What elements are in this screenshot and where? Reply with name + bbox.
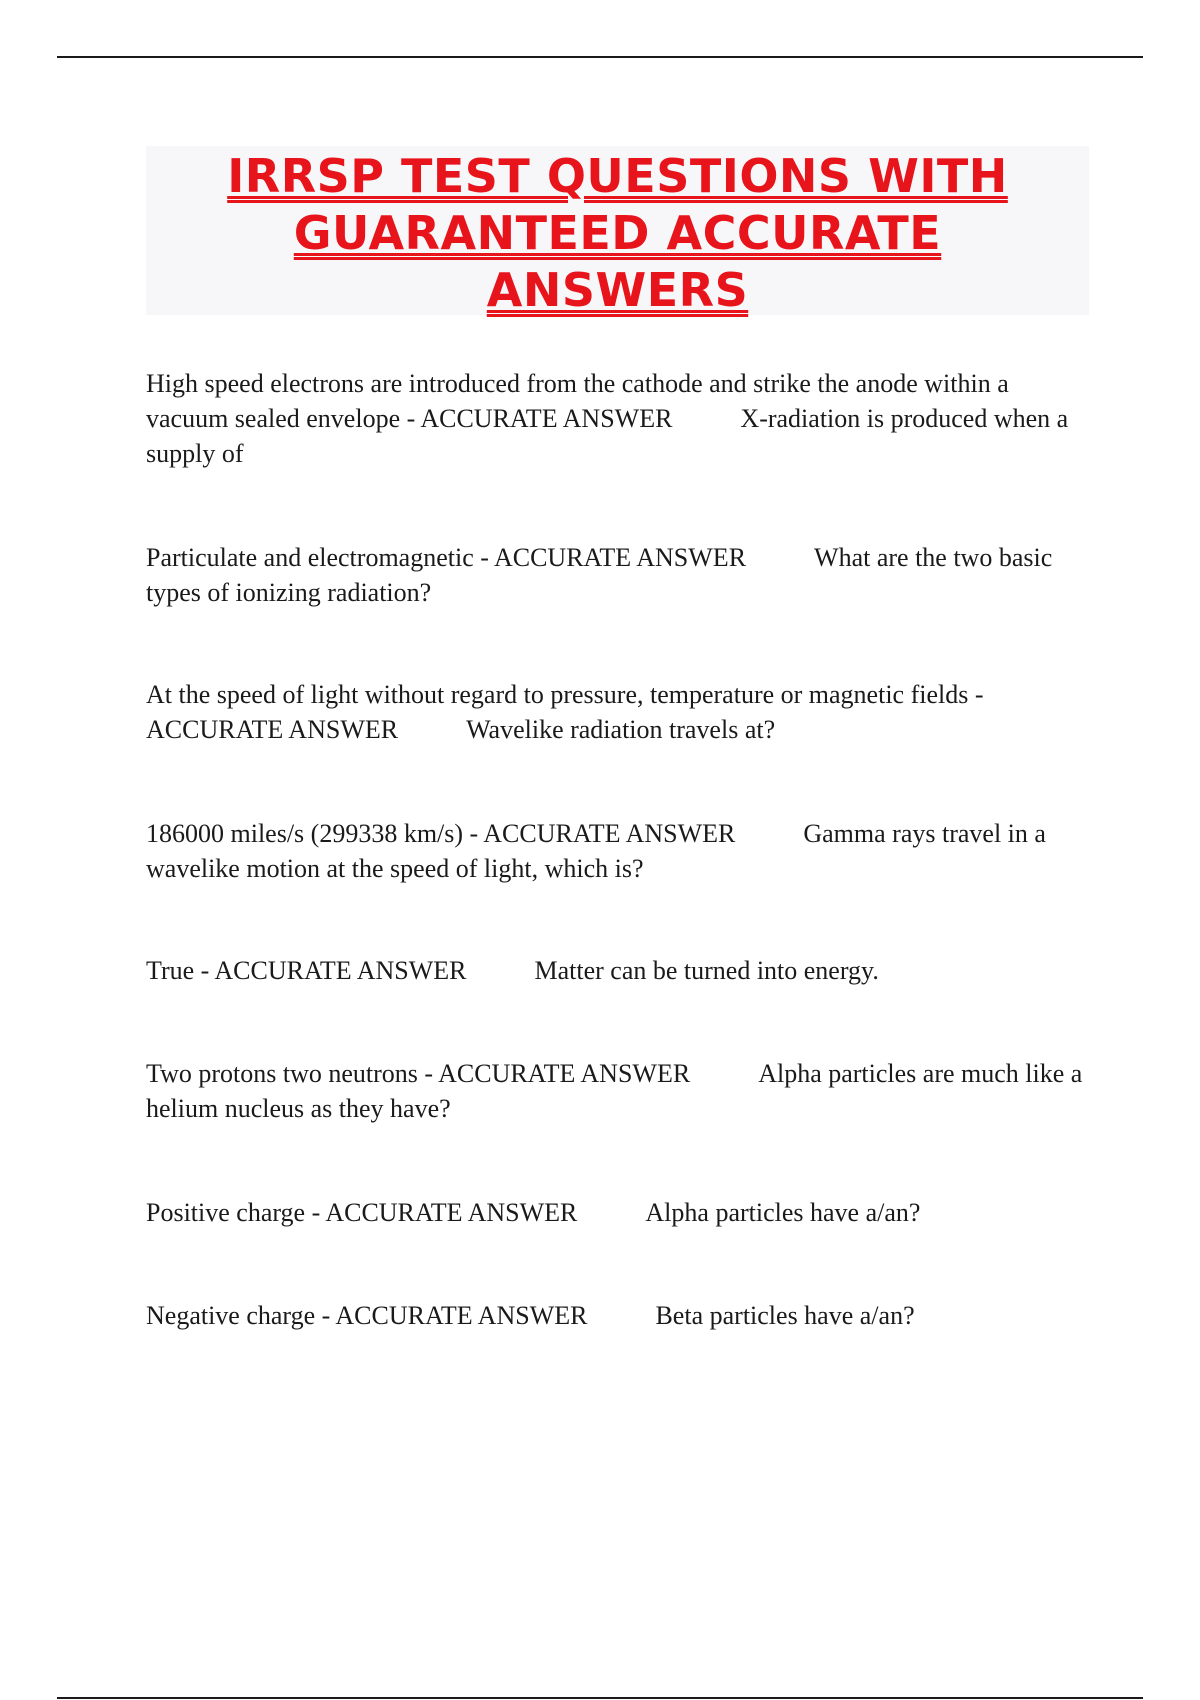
question-text: Beta particles have a/an? [655,1301,915,1330]
qa-item-6 [146,1056,1096,1126]
bottom-rule [57,1697,1143,1699]
question-text: X-radiation is produced when a supply of [146,404,1069,468]
answer-text: True - ACCURATE ANSWER [146,956,467,985]
answer-text: High speed electrons are introduced from the cathode and strike the anode within a vacuum sealed envelope - ACCURATE ANSWER [146,369,1009,433]
question-text: Matter can be turned into energy. [534,956,879,985]
qa-item-5 [146,953,1096,988]
title-line-1: IRRSP TEST QUESTIONS WITH [227,149,1008,203]
question-text: Alpha particles have a/an? [645,1198,921,1227]
answer-text: At the speed of light without regard to pressure, temperature or magnetic fields - ACCURATE ANSWER [146,680,984,744]
qa-item-2 [146,540,1096,610]
qa-item-4 [146,816,1096,886]
qa-item-7 [146,1195,1096,1230]
title-banner [146,146,1089,315]
qa-item-8 [146,1298,1096,1333]
question-text: Gamma rays travel in a wavelike motion at the speed of light, which is? [146,819,1046,883]
answer-text: 186000 miles/s (299338 km/s) - ACCURATE ANSWER [146,819,736,848]
question-text: Wavelike radiation travels at? [466,715,776,744]
qa-item-3 [146,677,1096,747]
top-rule [57,56,1143,58]
title-line-2: GUARANTEED ACCURATE [293,206,942,260]
answer-text: Particulate and electromagnetic - ACCURATE ANSWER [146,543,747,572]
question-text: What are the two basic types of ionizing radiation? [146,543,1053,607]
qa-item-1 [146,366,1096,471]
answer-text: Positive charge - ACCURATE ANSWER [146,1198,578,1227]
question-text: Alpha particles are much like a helium nucleus as they have? [146,1059,1083,1123]
title-line-3: ANSWERS [486,263,749,317]
answer-text: Negative charge - ACCURATE ANSWER [146,1301,588,1330]
answer-text: Two protons two neutrons - ACCURATE ANSWER [146,1059,691,1088]
